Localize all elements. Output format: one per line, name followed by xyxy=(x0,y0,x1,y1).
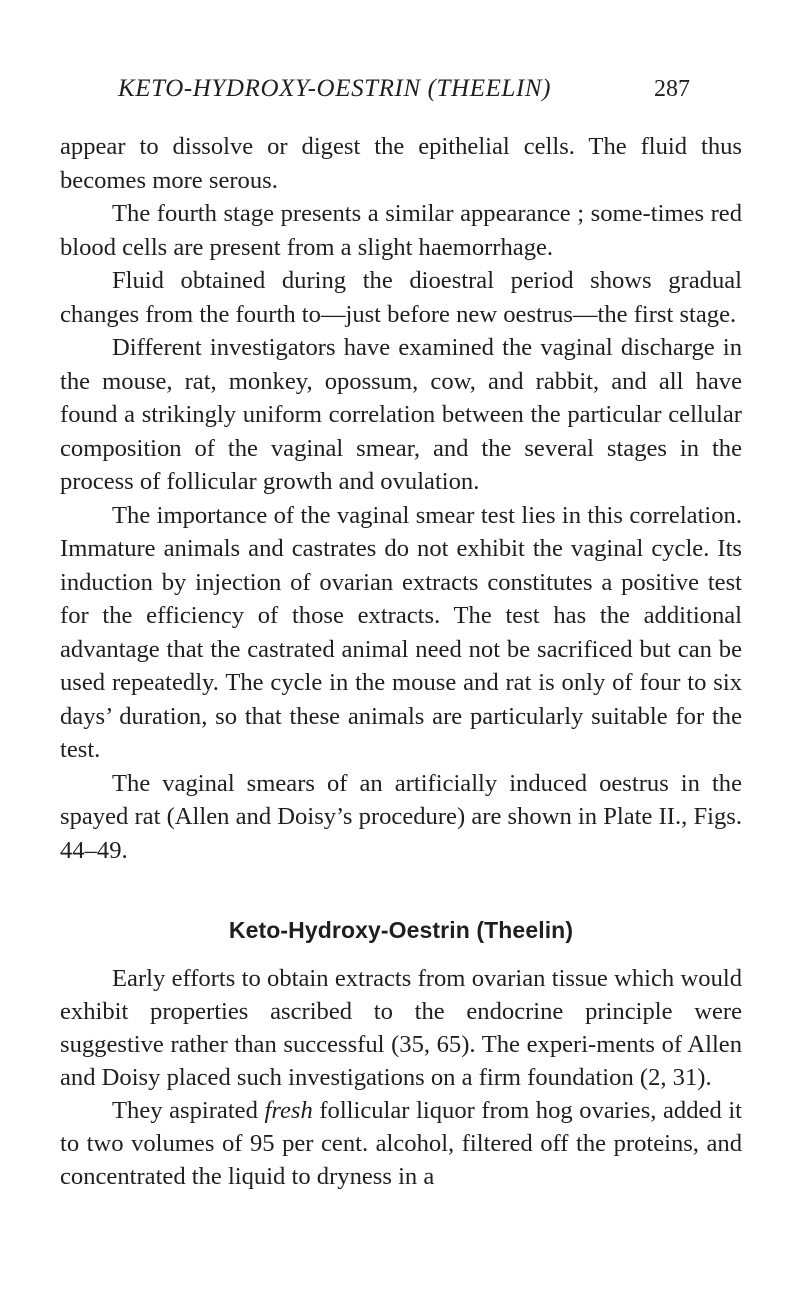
italic-emphasis: fresh xyxy=(264,1097,313,1124)
paragraph-text: follicular liquor from hog ovaries, added it to two volumes of 95 per cent. alcohol, filtered off the proteins, and concentrated the liquid to dryness in a xyxy=(60,1097,742,1190)
page-header xyxy=(118,72,690,106)
paragraph: The fourth stage presents a similar appearance ; some-times red blood cells are present from a slight haemorrhage. xyxy=(60,200,742,261)
body-text xyxy=(60,130,742,1193)
running-title: KETO-HYDROXY-OESTRIN (THEELIN) xyxy=(118,75,552,102)
section-heading: Keto-Hydroxy-Oestrin (Theelin) xyxy=(228,917,574,943)
paragraph: Fluid obtained during the dioestral period shows gradual changes from the fourth to—just before new oestrus—the first stage. xyxy=(60,267,742,328)
paragraph: Different investigators have examined the vaginal discharge in the mouse, rat, monkey, opossum, cow, and rabbit, and all have found a strikingly uniform correlation between the particular cellular composition of the vaginal smear, and the several stages in the process of follicular growth and ovulation. xyxy=(60,334,742,495)
paragraph: appear to dissolve or digest the epithelial cells. The fluid thus becomes more serous. xyxy=(60,133,742,194)
paragraph: The vaginal smears of an artificially induced oestrus in the spayed rat (Allen and Doisy’s procedure) are shown in Plate II., Figs. 44–49. xyxy=(60,769,742,864)
page-number: 287 xyxy=(654,76,690,102)
paragraph: Early efforts to obtain extracts from ovarian tissue which would exhibit properties ascribed to the endocrine principle were suggestive rather than successful (35, 65). The experi-ments of Allen and Doisy placed such investigations on a firm foundation (2, 31). xyxy=(60,965,742,1091)
paragraph-text: They aspirated xyxy=(112,1097,265,1124)
paragraph: The importance of the vaginal smear test lies in this correlation. Immature animals and castrates do not exhibit the vaginal cycle. Its induction by injection of ovarian extracts constitutes a positive test for the efficiency of those extracts. The test has the additional advantage that the castrated animal need not be sacrificed but can be used repeatedly. The cycle in the mouse and rat is only of four to six days’ duration, so that these animals are particularly suitable for the test. xyxy=(60,501,742,763)
paragraph xyxy=(60,1094,742,1193)
